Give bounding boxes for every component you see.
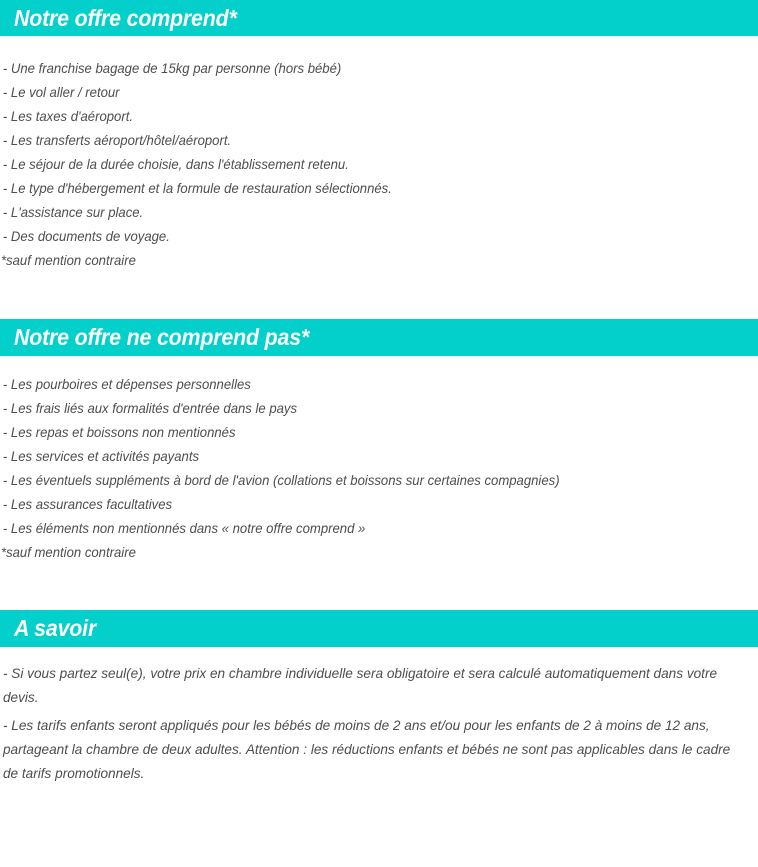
list-item: - Une franchise bagage de 15kg par personne (hors bébé) [2, 61, 342, 76]
section-title-includes: Notre offre comprend* [13, 4, 237, 31]
spacer [0, 356, 758, 373]
list-item: - Les services et activités payants [2, 449, 200, 464]
footnote-excludes: *sauf mention contraire [0, 545, 136, 560]
spacer [0, 565, 758, 610]
list-item: - Les éventuels suppléments à bord de l'avion (collations et boissons sur certaines compagnies) [2, 473, 560, 488]
list-item: - Les pourboires et dépenses personnelles [2, 377, 251, 392]
list-item: - Les éléments non mentionnés dans « notre offre comprend » [2, 521, 366, 536]
list-item: - Les taxes d'aéroport. [2, 109, 134, 124]
section-body-excludes [0, 373, 758, 565]
section-header-includes [0, 0, 758, 36]
section-header-excludes [0, 319, 758, 356]
list-item: - Les assurances facultatives [2, 497, 173, 512]
spacer [0, 273, 758, 319]
section-title-notes: A savoir [13, 615, 97, 641]
footnote-includes: *sauf mention contraire [0, 253, 136, 268]
section-title-excludes: Notre offre ne comprend pas* [13, 324, 310, 350]
list-item: - Les transferts aéroport/hôtel/aéroport. [2, 133, 232, 148]
note-paragraph: - Si vous partez seul(e), votre prix en chambre individuelle sera obligatoire et sera calculé automatiquement dans votre devis. [3, 666, 718, 705]
spacer [0, 36, 758, 57]
list-item: - Les repas et boissons non mentionnés [2, 425, 236, 440]
section-header-notes [0, 610, 758, 647]
list-item: - Le type d'hébergement et la formule de restauration sélectionnés. [2, 181, 392, 196]
note-paragraph: - Les tarifs enfants seront appliqués pour les bébés de moins de 2 ans et/ou pour les enfants de 2 à moins de 12 ans, partageant la chambre de deux adultes. Attention : les réductions enfants et bébés ne sont pas applicables dans le cadre de tarifs promotionnels. [3, 718, 731, 781]
list-item: - Des documents de voyage. [2, 229, 170, 244]
list-item: - Le séjour de la durée choisie, dans l'établissement retenu. [2, 157, 349, 172]
spacer [0, 647, 758, 662]
section-body-notes [0, 662, 758, 786]
section-body-includes [0, 57, 758, 273]
list-item: - Les frais liés aux formalités d'entrée dans le pays [2, 401, 298, 416]
list-item: - L'assistance sur place. [2, 205, 144, 220]
list-item: - Le vol aller / retour [2, 85, 120, 100]
